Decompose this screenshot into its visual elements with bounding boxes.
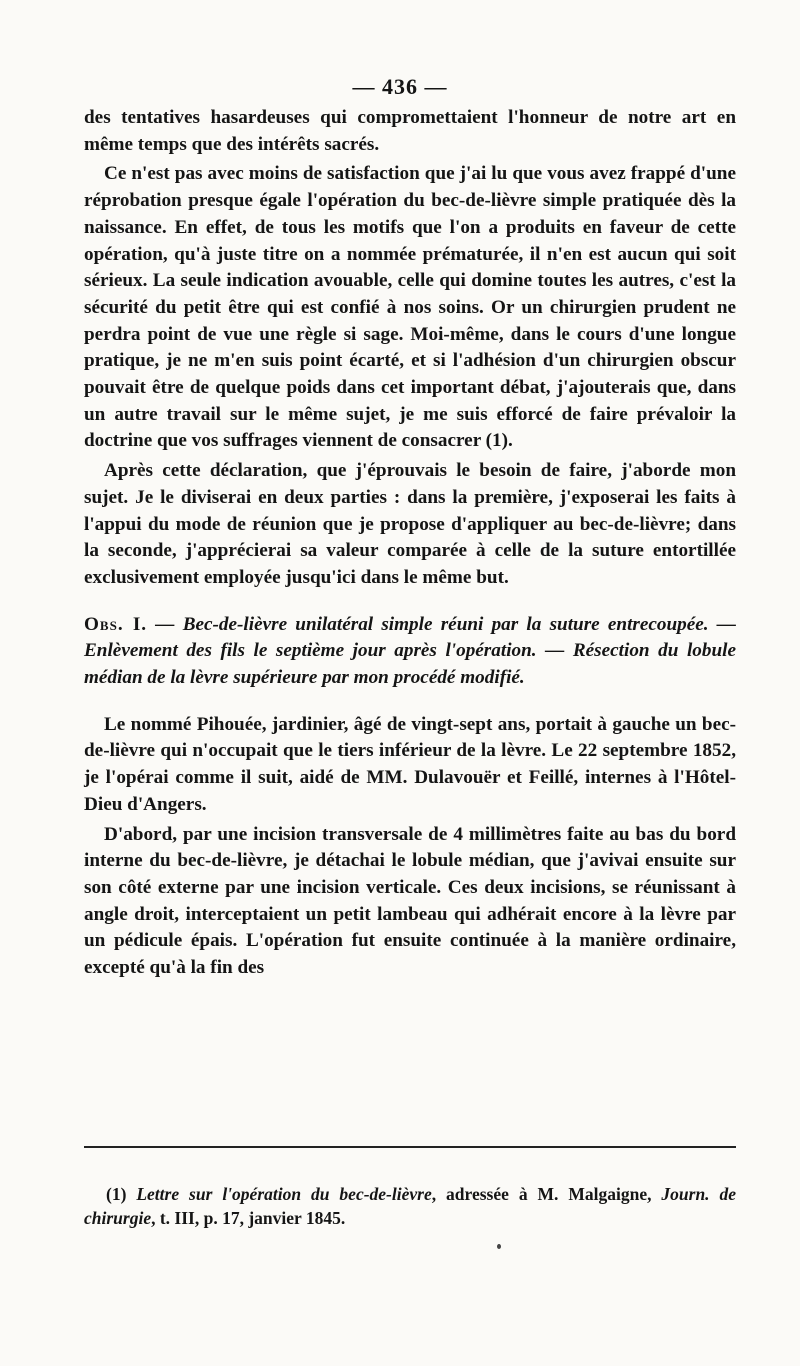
footnote: [84, 1182, 736, 1230]
footnote-tail: , t. III, p. 17, janvier 1845.: [151, 1207, 346, 1228]
paragraph-2: Ce n'est pas avec moins de satisfaction que j'ai lu que vous avez frappé d'une réprobation presque égale l'opération du bec-de-lièvre simple pratiquée dès la naissance. En effet, de tous les motifs que l'on a produits en faveur de cette opération, qu'à juste titre on a nommée prématurée, il n'en est aucun qui soit sérieux. La seule indication avouable, celle qui domine toutes les autres, c'est la sécurité du petit être qui est confié à nos soins. Or un chirurgien prudent ne perdra point de vue une règle si sage. Moi-même, dans le cours d'une longue pratique, je ne m'en suis point écarté, et si l'adhésion d'un chirurgien obscur pouvait être de quelque poids dans cet important débat, j'ajouterais que, dans un autre travail sur le même sujet, je me suis efforcé de faire prévaloir la doctrine que vos suffrages viennent de consacrer (1).: [84, 163, 736, 452]
footnote-title: Lettre sur l'opération du bec-de-lièvre: [136, 1183, 432, 1204]
paragraph-4: Le nommé Pihouée, jardinier, âgé de vingt-sept ans, portait à gauche un bec-de-lièvre qui n'occupait que le tiers inférieur de la lèvre. Le 22 septembre 1852, je l'opérai comme il suit, aidé de MM. Dulavouër et Feillé, internes à l'Hôtel-Dieu d'Angers.: [84, 713, 736, 815]
main-text: [84, 105, 736, 985]
footnote-divider: [84, 1146, 736, 1148]
footnote-middle: , adressée à M. Malgaigne,: [431, 1183, 662, 1204]
observation-label: Obs. I.: [84, 613, 148, 635]
paragraph-3: Après cette déclaration, que j'éprouvais le besoin de faire, j'aborde mon sujet. Je le diviserai en deux parties : dans la première, j'exposerai les faits à l'appui du mode de réunion que je propose d'appliquer au bec-de-lièvre; dans la seconde, j'apprécierai sa valeur comparée à celle de la suture entortillée exclusivement employée jusqu'ici dans le même but.: [84, 460, 736, 588]
observation-heading: [84, 612, 736, 692]
ink-dot-mark: [497, 1244, 501, 1249]
observation-title: — Bec-de-lièvre unilatéral simple réuni par la suture entrecoupée. — Enlèvement des fils le septième jour après l'opération. — Résection du lobule médian de la lèvre supérieure par mon procédé modifié.: [84, 613, 736, 689]
footnote-marker: (1): [106, 1183, 137, 1204]
paragraph-5: D'abord, par une incision transversale de 4 millimètres faite au bas du bord interne du bec-de-lièvre, je détachai le lobule médian, que j'avivai ensuite sur son côté externe par une incision verticale. Ces deux incisions, se réunissant à angle droit, interceptaient un petit lambeau qui adhérait encore à la lèvre par un pédicule épais. L'opération fut ensuite continuée à la manière ordinaire, excepté qu'à la fin des: [84, 823, 736, 979]
page-number: — 436 —: [352, 74, 448, 99]
paragraph-1: des tentatives hasardeuses qui compromettaient l'honneur de notre art en même temps que des intérêts sacrés.: [84, 107, 736, 155]
footnote-journal: Journ. de chirurgie: [84, 1183, 737, 1228]
